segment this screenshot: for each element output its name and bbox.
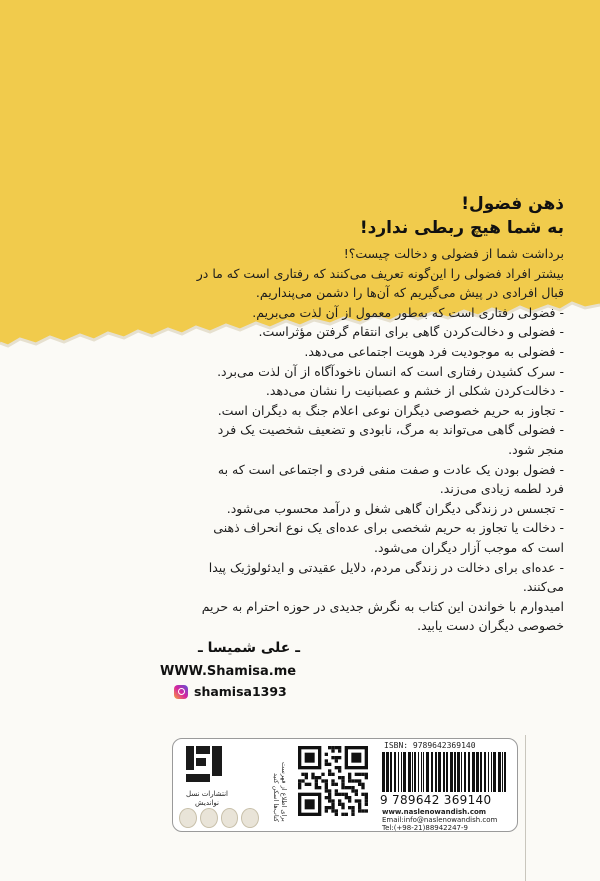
qr-side-note: برای اطلاع از فهرست کتاب‌ها اسکن کنید (272, 762, 288, 822)
spine-fold-line (525, 735, 526, 881)
blurb-line: قبال افرادی در پیش می‌گیریم که آن‌ها را دشمن می‌پنداریم. (255, 285, 564, 301)
title-line-2: به شما هیچ ربطی ندارد! (359, 218, 564, 238)
publisher-email: Email:info@naslenowandish.com (382, 816, 498, 824)
award-badge-icon (200, 808, 218, 828)
barcode-digits: 9 789642 369140 (380, 793, 492, 807)
publisher-logo-icon (184, 744, 224, 790)
barcode-icon (380, 752, 508, 794)
blurb-text (124, 244, 564, 636)
title-line-1: ذهن فضول! (461, 194, 564, 214)
instagram-icon (174, 685, 188, 699)
blurb-line: امیدوارم با خواندن این کتاب به نگرش جدیدی در حوزه احترام به حریم (201, 598, 564, 614)
blurb-line: - فضول بودن یک عادت و صفت منفی فردی و اجتماعی است که به (217, 461, 564, 477)
blurb-line: منجر شود. (508, 441, 564, 457)
award-badge-icon (221, 808, 239, 828)
blurb-line: برداشت شما از فضولی و دخالت چیست؟! (343, 246, 564, 261)
blurb-line: - فضولی به موجودیت فرد هویت اجتماعی می‌دهد. (304, 343, 564, 359)
author-name: ـ علی شمیسا ـ (197, 640, 300, 656)
blurb-line: - دخالت‌کردن شکلی از خشم و عصبانیت را نشان می‌دهد. (265, 383, 564, 399)
award-badges (179, 808, 259, 826)
blurb-line: است که موجب آزار دیگران می‌شود. (374, 539, 564, 555)
blurb-line: خصوصی دیگران دست یابید. (417, 618, 564, 634)
award-badge-icon (241, 808, 259, 828)
blurb-line: - فضولی و دخالت‌کردن گاهی برای انتقام گرفتن مؤثراست. (258, 324, 564, 340)
blurb-line: فرد لطمه زیادی می‌زند. (439, 481, 564, 497)
award-badge-icon (179, 808, 197, 828)
blurb-line: می‌کنند. (522, 579, 564, 595)
blurb-line: - سرک کشیدن رفتاری است که انسان ناخودآگاه از آن لذت می‌برد. (217, 363, 564, 379)
blurb-line: - فضولی رفتاری است که به‌طور معمول از آن لذت می‌بریم. (252, 304, 564, 320)
author-website: WWW.Shamisa.me (160, 664, 297, 679)
blurb-line: - دخالت یا تجاوز به حریم شخصی برای عده‌ای یک نوع انحراف ذهنی (213, 520, 564, 536)
blurb-line: - تجاوز به حریم خصوصی دیگران نوعی اعلام جنگ به دیگران است. (217, 402, 564, 418)
publisher-phone: Tel:(+98-21)88942247-9 (382, 824, 468, 832)
blurb-line: بیشتر افراد فضولی را این‌گونه تعریف می‌کنند که رفتاری است که ما در (196, 265, 564, 281)
instagram-handle-row (174, 684, 287, 699)
blurb-line: - عده‌ای برای دخالت در زندگی مردم، دلایل عقیدتی و ایدئولوژیک پیدا (208, 559, 564, 575)
isbn-label: ISBN: 9789642369140 (384, 741, 476, 750)
qr-code-icon (298, 746, 368, 816)
blurb-line: - تجسس در زندگی دیگران گاهی شغل و درآمد محسوب می‌شود. (226, 500, 564, 516)
publisher-website: www.naslenowandish.com (382, 808, 487, 816)
instagram-handle: shamisa1393 (194, 684, 287, 699)
publisher-name: انتشارات نسل نواندیش (185, 790, 229, 807)
blurb-line: - فضولی گاهی می‌تواند به مرگ، نابودی و تضعیف شخصیت یک فرد (217, 422, 564, 438)
